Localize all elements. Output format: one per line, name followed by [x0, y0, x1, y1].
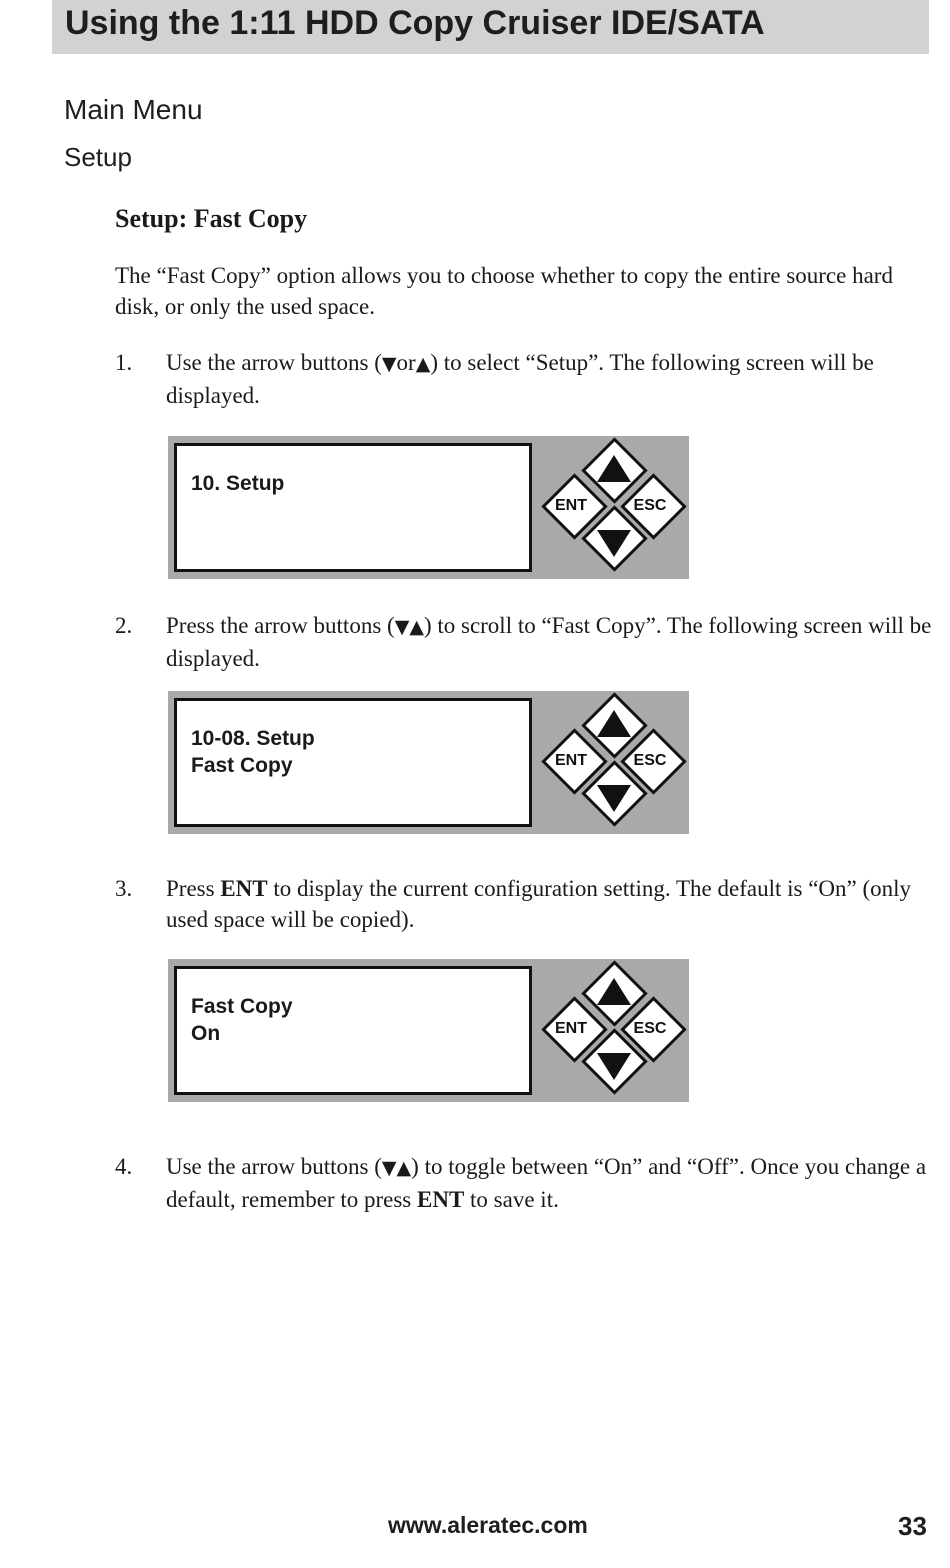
setup-heading: Setup	[64, 142, 132, 172]
step-keyword: ENT	[417, 1187, 465, 1212]
up-arrow-icon: ▲	[409, 616, 424, 638]
up-arrow-icon: ▲	[396, 1157, 412, 1179]
ent-key-label: ENT	[555, 752, 587, 769]
lcd-line-1: Fast Copy	[191, 995, 293, 1018]
ent-key-label: ENT	[555, 497, 587, 514]
lcd-line-1: 10-08. Setup	[191, 727, 315, 750]
section-title: Setup: Fast Copy	[115, 204, 308, 233]
esc-key-label: ESC	[633, 497, 667, 514]
keypad	[532, 959, 689, 1102]
keypad	[532, 436, 689, 579]
step-number: 4.	[115, 1154, 133, 1179]
esc-key-label: ESC	[633, 752, 667, 769]
lcd-panel	[168, 691, 689, 834]
step-text: ) to toggle between “On” and “Off”. Once you change a default, remember to press	[166, 1154, 927, 1212]
step-text: ) to scroll to “Fast Copy”. The following screen will be displayed.	[166, 613, 932, 671]
ent-key-label: ENT	[555, 1020, 587, 1037]
down-arrow-icon: ▼	[394, 616, 410, 638]
step-number: 1.	[115, 350, 133, 375]
lcd-line-2: On	[191, 1022, 221, 1045]
step-2	[115, 610, 940, 674]
lcd-line-2: Fast Copy	[191, 754, 293, 777]
page-title: Using the 1:11 HDD Copy Cruiser IDE/SATA	[65, 4, 765, 42]
step-number: 2.	[115, 613, 133, 638]
step-text: Use the arrow buttons (	[166, 350, 382, 375]
page-number: 33	[898, 1511, 927, 1541]
up-arrow-icon	[597, 455, 631, 482]
lcd-screen	[174, 966, 532, 1095]
down-arrow-icon	[597, 530, 631, 557]
step-4	[115, 1151, 940, 1215]
up-arrow-icon	[597, 978, 631, 1005]
up-arrow-icon: ▲	[415, 353, 431, 375]
step-3	[115, 873, 940, 935]
step-text: Press the arrow buttons (	[166, 613, 395, 638]
step-text: to save it.	[464, 1187, 559, 1212]
down-arrow-icon	[597, 785, 631, 812]
step-text: ) to select “Setup”. The following screen will be displayed.	[166, 350, 874, 408]
lcd-panel	[168, 436, 689, 579]
esc-key-label: ESC	[633, 1020, 667, 1037]
down-arrow-icon: ▼	[381, 1157, 397, 1179]
step-text: Use the arrow buttons (	[166, 1154, 382, 1179]
keypad	[532, 691, 689, 834]
up-arrow-icon	[597, 710, 631, 737]
step-keyword: ENT	[220, 876, 268, 901]
page-header	[52, 0, 929, 54]
lcd-panel	[168, 959, 689, 1102]
lcd-screen	[174, 443, 532, 572]
step-1	[115, 347, 940, 411]
step-text: or	[396, 350, 416, 375]
step-number: 3.	[115, 876, 133, 901]
down-arrow-icon: ▼	[381, 353, 397, 375]
intro-paragraph: The “Fast Copy” option allows you to choose whether to copy the entire source hard disk, or only the used space.	[115, 263, 893, 319]
main-menu-heading: Main Menu	[64, 94, 203, 125]
step-text: Press	[166, 876, 221, 901]
lcd-line-1: 10. Setup	[191, 472, 285, 495]
footer-url[interactable]: www.aleratec.com	[388, 1512, 588, 1538]
step-text: to display the current configuration setting. The default is “On” (only used space will be copied).	[166, 876, 912, 932]
down-arrow-icon	[597, 1053, 631, 1080]
lcd-screen	[174, 698, 532, 827]
